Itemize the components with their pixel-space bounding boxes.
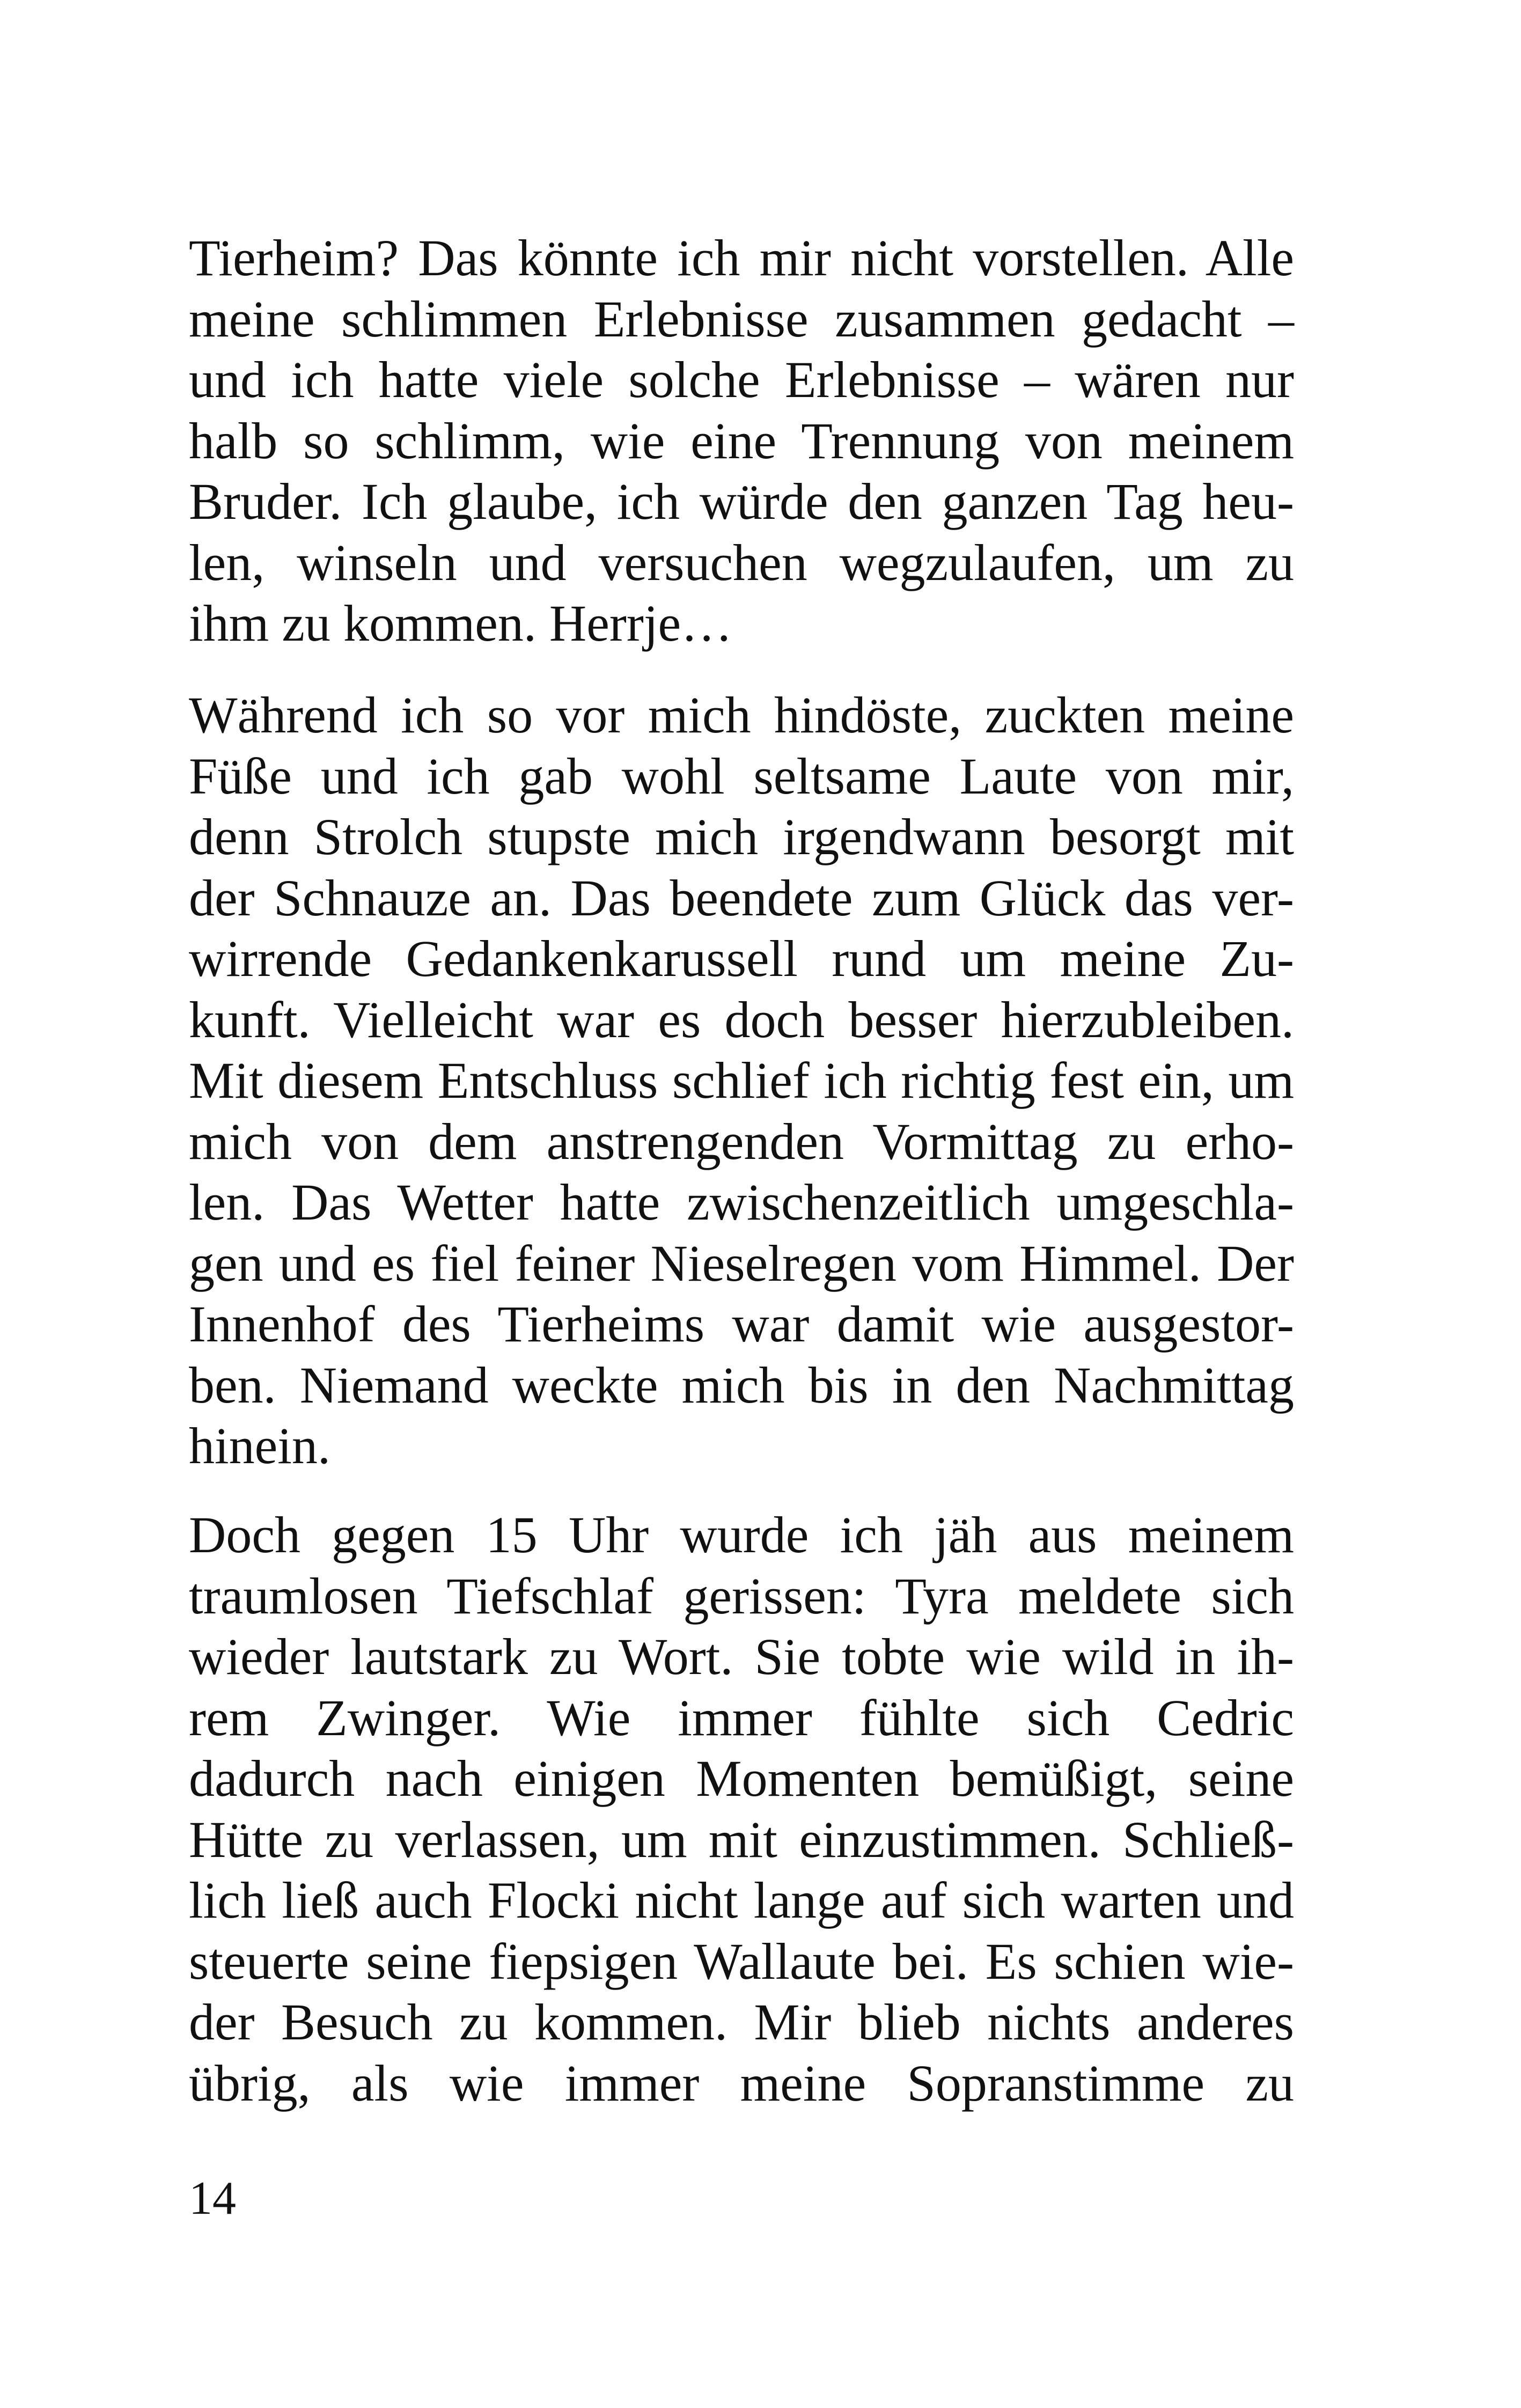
text-line: Innenhof des Tierheims war damit wie ausgestor-: [189, 1295, 1294, 1353]
text-line: ihm zu kommen. Herrje…: [189, 594, 733, 652]
text-line: der Schnauze an. Das beendete zum Glück das ver-: [189, 869, 1294, 927]
text-line: der Besuch zu kommen. Mir blieb nichts anderes: [189, 1993, 1294, 2051]
paragraph: [189, 685, 1294, 1477]
text-line: Füße und ich gab wohl seltsame Laute von mir,: [189, 747, 1294, 805]
text-line: ben. Niemand weckte mich bis in den Nachmittag: [189, 1356, 1294, 1414]
text-line: gen und es fiel feiner Nieselregen vom Himmel. Der: [189, 1234, 1294, 1292]
text-line: Doch gegen 15 Uhr wurde ich jäh aus meinem: [189, 1506, 1294, 1563]
text-line: traumlosen Tiefschlaf gerissen: Tyra meldete sich: [189, 1567, 1294, 1625]
text-line: steuerte seine fiepsigen Wallaute bei. Es schien wie-: [189, 1932, 1294, 1990]
page-number: 14: [189, 2172, 236, 2225]
text-line: meine schlimmen Erlebnisse zusammen gedacht –: [189, 290, 1294, 348]
text-line: denn Strolch stupste mich irgendwann besorgt mit: [189, 808, 1294, 865]
text-line: mich von dem anstrengenden Vormittag zu erho-: [189, 1112, 1294, 1170]
text-line: Tierheim? Das könnte ich mir nicht vorstellen. Alle: [189, 229, 1294, 287]
text-line: Hütte zu verlassen, um mit einzustimmen. Schließ-: [189, 1810, 1294, 1868]
text-line: hinein.: [189, 1417, 330, 1474]
text-line: rem Zwinger. Wie immer fühlte sich Cedric: [189, 1688, 1294, 1746]
text-line: wirrende Gedankenkarussell rund um meine Zu-: [189, 930, 1294, 987]
text-line: Mit diesem Entschluss schlief ich richtig fest ein, um: [189, 1052, 1294, 1109]
paragraph: [189, 227, 1294, 654]
paragraph: [189, 1504, 1294, 2113]
text-line: wieder lautstark zu Wort. Sie tobte wie wild in ih-: [189, 1628, 1294, 1685]
text-line: dadurch nach einigen Momenten bemüßigt, seine: [189, 1750, 1294, 1807]
text-line: Bruder. Ich glaube, ich würde den ganzen Tag heu-: [189, 473, 1294, 530]
text-line: und ich hatte viele solche Erlebnisse – wären nur: [189, 351, 1294, 408]
text-line: lich ließ auch Flocki nicht lange auf sich warten und: [189, 1871, 1294, 1929]
text-line: halb so schlimm, wie eine Trennung von meinem: [189, 412, 1294, 469]
text-line: len, winseln und versuchen wegzulaufen, um zu: [189, 533, 1294, 591]
text-line: kunft. Vielleicht war es doch besser hierzubleiben.: [189, 990, 1294, 1048]
text-line: len. Das Wetter hatte zwischenzeitlich umgeschla-: [189, 1173, 1294, 1231]
text-line: übrig, als wie immer meine Sopranstimme zu: [189, 2054, 1294, 2112]
text-line: Während ich so vor mich hindöste, zuckten meine: [189, 686, 1294, 744]
